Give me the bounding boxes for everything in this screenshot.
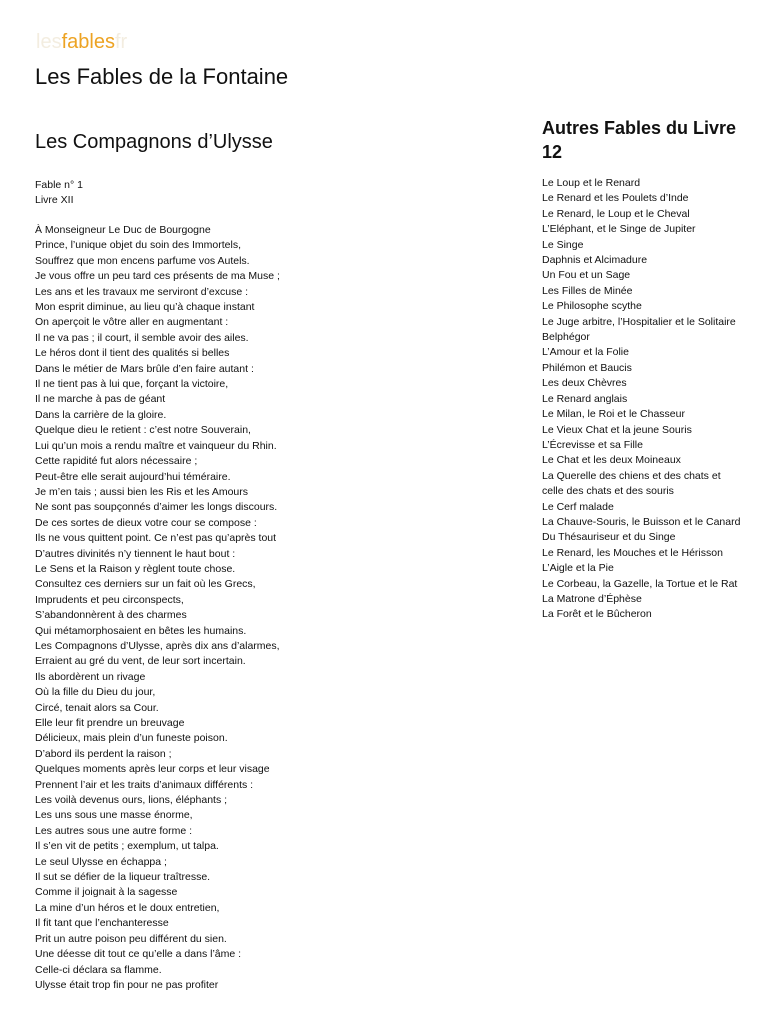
poem-line: Prince, l’unique objet du soin des Immortels, (35, 239, 242, 252)
fable-link[interactable]: La Querelle des chiens et des chats et celle des chats et des souris (542, 469, 721, 498)
fable-link[interactable]: Du Thésauriseur et du Singe (542, 531, 676, 544)
poem-line: À Monseigneur Le Duc de Bourgogne (35, 224, 211, 236)
poem-line: Où la fille du Dieu du jour, (35, 686, 156, 699)
poem-line: Délicieux, mais plein d’un funeste poison. (35, 732, 228, 745)
poem-line: Souffrez que mon encens parfume vos Autels. (35, 254, 250, 267)
poem-line: Il ne va pas ; il court, il semble avoir des ailes. (35, 331, 249, 344)
poem-line: Il ne marche à pas de géant (35, 393, 166, 406)
site-logo[interactable] (36, 30, 127, 54)
poem-line: Il fit tant que l’enchanteresse (35, 917, 169, 930)
poem-line: Les ans et les travaux me serviront d’excuse : (35, 285, 249, 298)
fable-link[interactable]: L’Amour et la Folie (542, 346, 629, 359)
fable-number: Fable n° 1 (35, 179, 83, 191)
poem-line: Ne sont pas soupçonnés d’aimer les longs discours. (35, 501, 278, 514)
fable-link[interactable]: Le Philosophe scythe (542, 300, 642, 313)
poem-line: S’abandonnèrent à des charmes (35, 609, 187, 622)
fable-link[interactable]: L’Aigle et la Pie (542, 562, 614, 575)
fable-link[interactable]: Le Chat et les deux Moineaux (542, 454, 681, 467)
poem-line: Ulysse était trop fin pour ne pas profiter (35, 978, 219, 991)
fable-link[interactable]: Le Corbeau, la Gazelle, la Tortue et le Rat (542, 577, 738, 590)
fable-link[interactable]: Le Renard, les Mouches et le Hérisson (542, 546, 723, 559)
poem-line: Erraient au gré du vent, de leur sort incertain. (35, 655, 246, 668)
poem-line: Le Sens et la Raison y règlent toute chose. (35, 562, 236, 575)
poem-line: Les autres sous une autre forme : (35, 824, 193, 837)
poem-line: Lui qu’un mois a rendu maître et vainqueur du Rhin. (35, 439, 277, 452)
fable-link[interactable]: Les Filles de Minée (542, 284, 633, 297)
poem-line: Ils abordèrent un rivage (35, 670, 146, 683)
poem-line: Ils ne vous quittent point. Ce n’est pas qu’après tout (35, 532, 277, 545)
poem-line: Une déesse dit tout ce qu’elle a dans l’âme : (35, 948, 242, 961)
poem-line: Quelque dieu le retient : c’est notre Souverain, (35, 424, 251, 437)
poem-line: Elle leur fit prendre un breuvage (35, 717, 185, 729)
fable-link[interactable]: Le Renard anglais (542, 392, 628, 405)
poem-line: Cette rapidité fut alors nécessaire ; (35, 455, 198, 468)
poem-line: Celle-ci déclara sa flamme. (35, 963, 162, 976)
fable-link[interactable]: La Chauve-Souris, le Buisson et le Canard (542, 515, 741, 528)
poem-line: Prennent l’air et les traits d’animaux différents : (35, 778, 254, 791)
fable-link[interactable]: Un Fou et un Sage (542, 269, 631, 282)
logo-prefix: les (36, 31, 62, 53)
poem-line: Qui métamorphosaient en bêtes les humains. (35, 624, 247, 637)
fable-link[interactable]: L’Eléphant, et le Singe de Jupiter (542, 223, 696, 236)
fable-link[interactable]: Philémon et Baucis (542, 361, 632, 374)
poem-line: Circé, tenait alors sa Cour. (35, 701, 159, 714)
other-fables-list (542, 176, 742, 623)
fable-text (35, 223, 505, 993)
poem-line: On aperçoit le vôtre aller en augmentant : (35, 316, 229, 329)
poem-line: Dans le métier de Mars brûle d’en faire autant : (35, 362, 254, 375)
poem-line: Le seul Ulysse en échappa ; (35, 855, 167, 868)
poem-line: Comme il joignait à la sagesse (35, 886, 178, 899)
poem-line: Les voilà devenus ours, lions, éléphants ; (35, 794, 228, 807)
fable-link[interactable]: Le Loup et le Renard (542, 177, 641, 189)
fable-link[interactable]: Le Vieux Chat et la jeune Souris (542, 423, 692, 436)
logo-main: fables (61, 31, 115, 53)
fable-link[interactable]: L’Écrevisse et sa Fille (542, 438, 643, 451)
poem-line: La mine d’un héros et le doux entretien, (35, 901, 220, 914)
fable-link[interactable]: Daphnis et Alcimadure (542, 254, 648, 267)
poem-line: Il s’en vit de petits ; exemplum, ut talpa. (35, 840, 219, 853)
fable-link[interactable]: Les deux Chèvres (542, 377, 627, 390)
fable-link[interactable]: Le Cerf malade (542, 500, 614, 513)
poem-line: Les Compagnons d’Ulysse, après dix ans d’alarmes, (35, 639, 280, 652)
poem-line: Le héros dont il tient des qualités si belles (35, 347, 230, 360)
fable-title: Les Compagnons d’Ulysse (35, 131, 273, 153)
poem-line: Quelques moments après leur corps et leur visage (35, 763, 270, 776)
poem-line: Je vous offre un peu tard ces présents de ma Muse ; (35, 270, 280, 283)
poem-line: D’autres divinités n’y tiennent le haut bout : (35, 547, 236, 560)
poem-line: Imprudents et peu circonspects, (35, 593, 184, 606)
fable-link[interactable]: Le Renard, le Loup et le Cheval (542, 207, 690, 220)
poem-line: Mon esprit diminue, au lieu qu’à chaque instant (35, 301, 255, 314)
poem-line: Il ne tient pas à lui que, forçant la victoire, (35, 378, 229, 391)
poem-line: De ces sortes de dieux votre cour se compose : (35, 516, 257, 529)
fable-link[interactable]: La Forêt et le Bûcheron (542, 608, 652, 621)
sidebar-heading: Autres Fables du Livre 12 (542, 118, 737, 162)
poem-line: Consultez ces derniers sur un fait où les Grecs, (35, 578, 256, 591)
poem-line: Dans la carrière de la gloire. (35, 408, 167, 421)
fable-link[interactable]: La Matrone d’Éphèse (542, 592, 642, 605)
other-fables-sidebar (542, 116, 742, 623)
fable-book: Livre XII (35, 194, 74, 207)
poem-line: Prit un autre poison peu différent du sien. (35, 932, 227, 945)
poem-line: Je m’en tais ; aussi bien les Ris et les Amours (35, 485, 249, 498)
fable-link[interactable]: Le Renard et les Poulets d’Inde (542, 192, 689, 205)
fable-link[interactable]: Le Milan, le Roi et le Chasseur (542, 408, 685, 421)
logo-suffix: fr (114, 31, 128, 53)
fable-link[interactable]: Le Juge arbitre, l’Hospitalier et le Solitaire (542, 315, 736, 328)
fable-link[interactable]: Belphégor (542, 331, 590, 344)
fable-meta (35, 178, 83, 209)
poem-line: D’abord ils perdent la raison ; (35, 747, 172, 760)
poem-line: Il sut se défier de la liqueur traîtresse. (35, 871, 211, 884)
poem-line: Peut-être elle serait aujourd’hui téméraire. (35, 470, 231, 483)
fable-link[interactable]: Le Singe (542, 238, 584, 251)
poem-line: Les uns sous une masse énorme, (35, 809, 193, 822)
site-title: Les Fables de la Fontaine (35, 64, 289, 89)
